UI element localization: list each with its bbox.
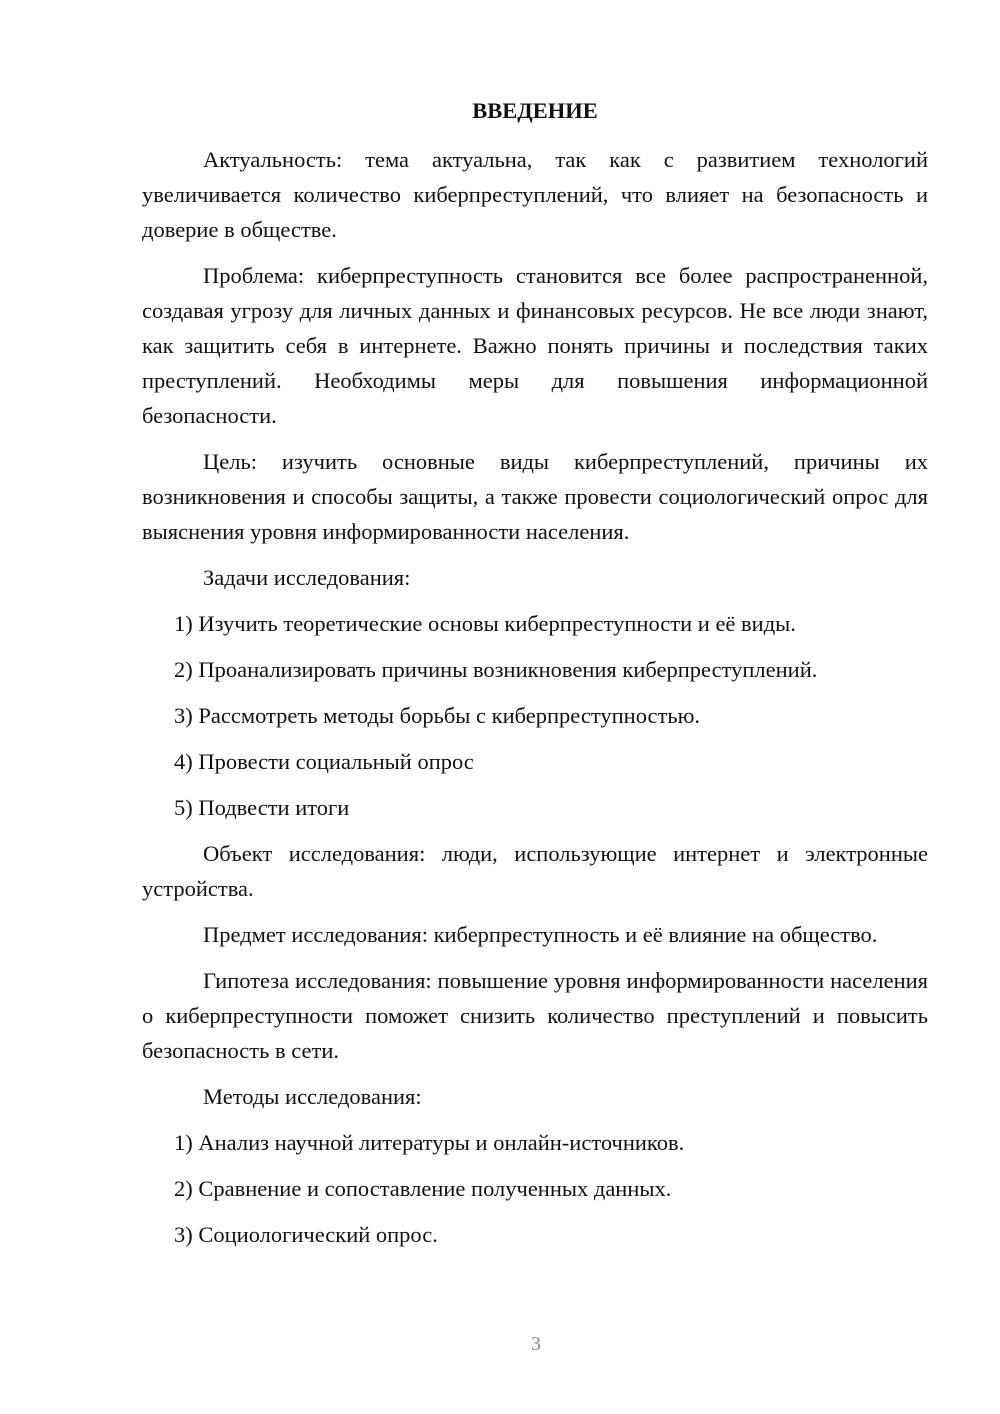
- tasks-list: [142, 606, 928, 825]
- list-item: 1) Изучить теоретические основы киберпреступности и её виды.: [174, 611, 796, 636]
- paragraph-hypothesis: Гипотеза исследования: повышение уровня информированности населения о киберпреступности поможет снизить количество преступлений и повысить безопасность в сети.: [142, 968, 928, 1063]
- list-item: 1) Анализ научной литературы и онлайн-источников.: [174, 1130, 685, 1155]
- section-title: ВВЕДЕНИЕ: [472, 98, 598, 123]
- paragraph-subject: Предмет исследования: киберпреступность и её влияние на общество.: [203, 922, 878, 947]
- paragraph-object: Объект исследования: люди, использующие интернет и электронные устройства.: [142, 841, 928, 901]
- document-page: [142, 96, 928, 1263]
- list-item: 4) Провести социальный опрос: [174, 749, 474, 774]
- methods-heading: Методы исследования:: [203, 1084, 422, 1109]
- list-item: 3) Рассмотреть методы борьбы с киберпреступностью.: [174, 703, 701, 728]
- list-item: 5) Подвести итоги: [174, 795, 350, 820]
- paragraph-goal: Цель: изучить основные виды киберпреступлений, причины их возникновения и способы защиты, а также провести социологический опрос для выяснения уровня информированности населения.: [142, 449, 928, 544]
- methods-list: [142, 1125, 928, 1252]
- paragraph-problem: Проблема: киберпреступность становится все более распространенной, создавая угрозу для личных данных и финансовых ресурсов. Не все люди знают, как защитить себя в интернете. Важно понять причины и последствия таких преступлений. Необходимы меры для повышения информационной безопасности.: [142, 263, 928, 428]
- page-number: 3: [531, 1333, 541, 1355]
- list-item: 3) Социологический опрос.: [174, 1222, 438, 1247]
- list-item: 2) Проанализировать причины возникновения киберпреступлений.: [174, 657, 818, 682]
- list-item: 2) Сравнение и сопоставление полученных данных.: [174, 1176, 672, 1201]
- tasks-heading: Задачи исследования:: [203, 565, 411, 590]
- paragraph-relevance: Актуальность: тема актуальна, так как с развитием технологий увеличивается количество киберпреступлений, что влияет на безопасность и доверие в обществе.: [142, 147, 928, 242]
